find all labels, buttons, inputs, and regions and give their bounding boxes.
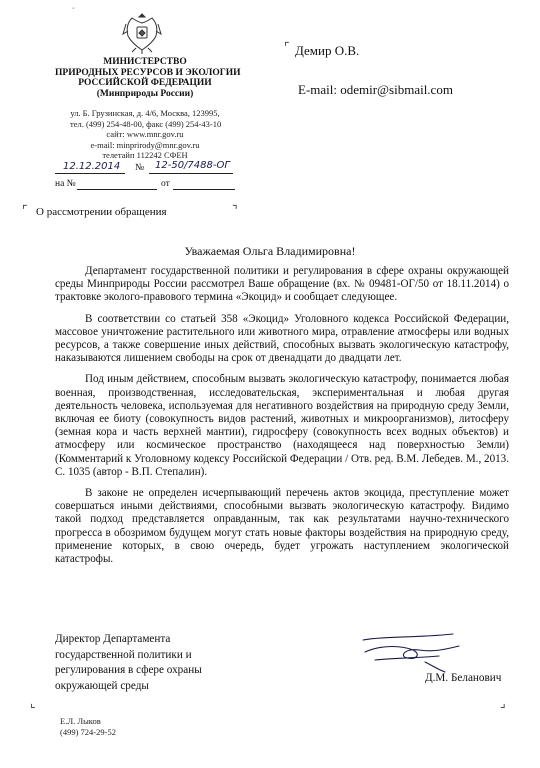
number-sign: № xyxy=(135,163,145,173)
ministry-line: МИНИСТЕРСТВО xyxy=(103,57,187,67)
ministry-line: (Минприроды России) xyxy=(96,88,194,99)
outgoing-number: 12-50/7488-ОГ xyxy=(155,160,230,171)
email-line: e-mail: minprirody@mnr.gov.ru xyxy=(90,139,200,150)
signer-title-line: государственной политики и xyxy=(55,648,192,661)
page-corner-left: ⌞ xyxy=(30,696,36,710)
body-paragraph: В законе не определен исчерпывающий перечень актов экоцида, преступление может совершаться иными действиями, способными вызвать экологическую катастрофу. Видимо такой подход представляется оправданным, так как результатами научно-технического прогресса в обозримом будущем могут стать новые факторы воздействия на природную среду, применение которых, в свою очередь, будет угрожать наступлением экологической катастрофы. xyxy=(55,487,509,566)
website-line: сайт: www.mnr.gov.ru xyxy=(106,129,184,139)
subject-corner-right: ⌝ xyxy=(232,203,238,217)
page-corner-right: ⌟ xyxy=(500,696,506,710)
reference-from: от xyxy=(161,179,170,189)
executor-phone: (499) 724-29-52 xyxy=(60,727,116,737)
recipient-name: Демир О.В. xyxy=(295,43,360,58)
recipient-email: E-mail: odemir@sibmail.com xyxy=(298,82,453,97)
body-paragraph: Департамент государственной политики и регулирования в сфере охраны окружающей среды Минприроды России рассмотрел Ваше обращение (вх. № 09481-ОГ/50 от 18.11.2014) о трактовке эколого-правового термина «Экоцид» и сообщает следующее. xyxy=(55,265,509,304)
body-paragraph: В соответствии со статьей 358 «Экоцид» Уголовного кодекса Российской Федерации, массовое уничтожение растительного или животного мира, отравление атмосферы или водных ресурсов, а также совершение иных действий, способных вызвать экологическую катастрофу, наказываются лишением свободы на срок от двенадцати до двадцати лет. xyxy=(55,312,509,365)
signer-title-line: Директор Департамента xyxy=(55,633,171,645)
reference-registration xyxy=(55,179,245,193)
letter-body xyxy=(55,265,509,566)
coat-of-arms-icon xyxy=(120,10,164,56)
signer-title xyxy=(55,632,202,694)
teletype-line: телетайп 112242 СФЕН xyxy=(102,150,188,160)
phone-line: тел. (499) 254-48-00, факс (499) 254-43-10 xyxy=(70,118,222,129)
recipient-corner-mark: ⌜ xyxy=(284,40,290,54)
address-line: ул. Б. Грузинская, д. 4/6, Москва, 123995, xyxy=(70,108,220,118)
signer-title-line: регулирования в сфере охраны xyxy=(55,664,202,676)
subject-corner-left: ⌜ xyxy=(22,203,28,217)
ministry-line: ПРИРОДНЫХ РЕСУРСОВ И ЭКОЛОГИИ xyxy=(55,67,241,78)
executor-name: Е.Л. Лыков xyxy=(60,716,101,726)
signer-name: Д.М. Беланович xyxy=(425,672,502,684)
outgoing-registration xyxy=(55,162,245,176)
body-paragraph: Под иным действием, способным вызвать экологическую катастрофу, понимается любая военная, производственная, исследовательская, экспериментальная и любая другая деятельность человека, используемая для негативного воздействия на природную среду Земли, включая ее биоту (совокупность видов растений, животных и микроорганизмов), литосферу (земная кора и часть верхней мантии), гидросферу (совокупность всех водных объектов) и атмосферу или космическое пространство (находящееся над поверхностью Земли) (Комментарий к Уголовному кодексу Российской Федерации / Отв. ред. В.М. Лебедев. М., 2013. С. 1035 (автор - В.П. Степалин). xyxy=(55,373,509,478)
executor-info xyxy=(60,716,116,738)
reference-prefix: на № xyxy=(55,179,76,189)
signer-title-line: окружающей среды xyxy=(55,679,149,692)
outgoing-date: 12.12.2014 xyxy=(63,161,121,172)
salutation: Уважаемая Ольга Владимировна! xyxy=(184,244,356,258)
handwritten-signature xyxy=(355,628,465,673)
letter-subject: О рассмотрении обращения xyxy=(36,206,167,218)
corner-mark: ˘ xyxy=(72,6,75,15)
ministry-contacts xyxy=(70,108,220,161)
ministry-line: РОССИЙСКОЙ ФЕДЕРАЦИИ xyxy=(78,78,212,88)
ministry-name xyxy=(55,57,241,99)
